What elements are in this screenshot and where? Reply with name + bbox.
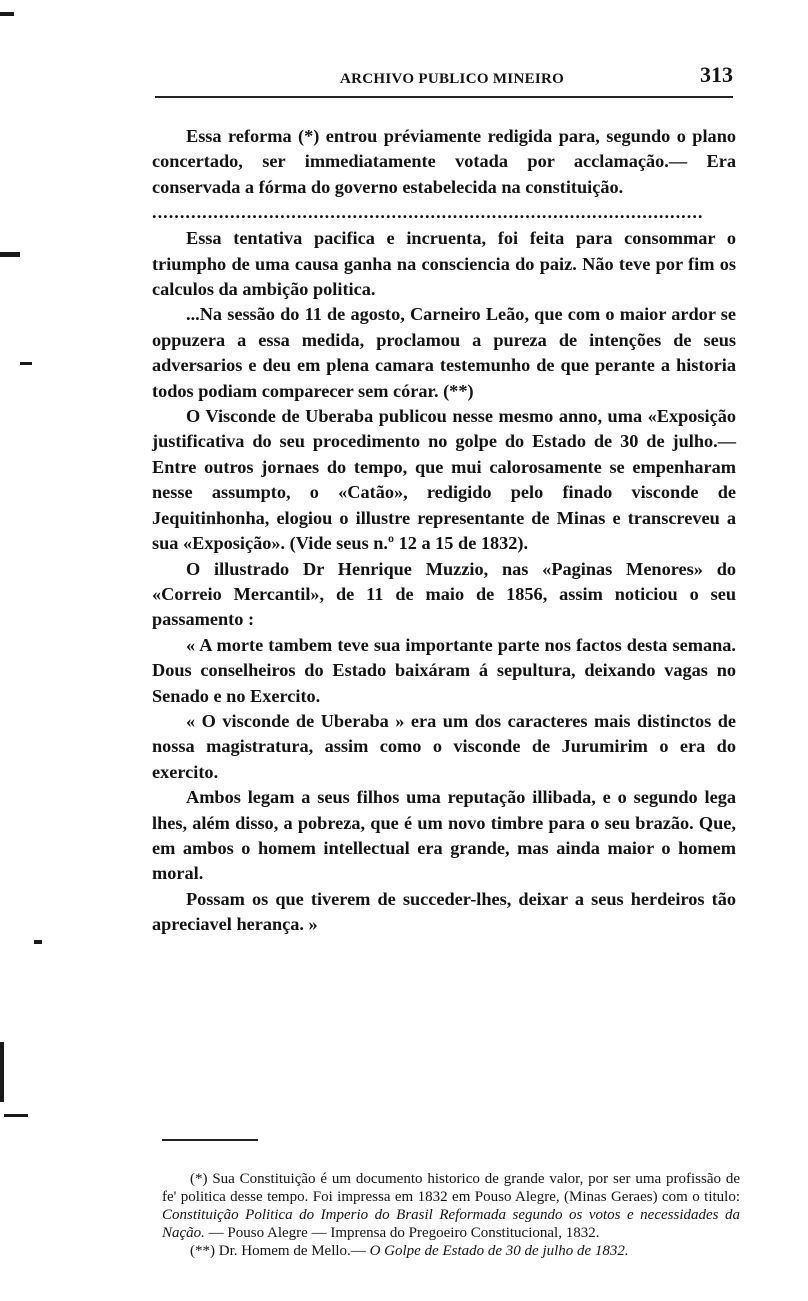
ellipsis-separator: ................................................................................................... <box>152 202 704 223</box>
scan-edge-mark <box>0 252 20 257</box>
footnote-2 <box>162 1242 740 1260</box>
quote-paragraph: Ambos legam a seus filhos uma reputação illibada, e o segundo lega lhes, além disso, a pobreza, que é um novo timbre para o seu brazão. Que, em ambos o homem intellectual era grande, mas ainda maior o homem moral. <box>152 787 736 884</box>
footnote-rule <box>162 1139 258 1141</box>
footnotes <box>162 1170 740 1260</box>
paragraph: Essa tentativa pacifica e incruenta, foi feita para consommar o triumpho de uma causa ganha na consciencia do paiz. Não teve por fim os calculos da ambição politica. <box>152 228 736 300</box>
scan-edge-mark <box>34 940 42 944</box>
quote-paragraph: Possam os que tiverem de succeder-lhes, deixar a seus herdeiros tão apreciavel herança. » <box>152 888 736 935</box>
scan-edge-mark <box>0 12 14 16</box>
scan-edge-mark <box>0 1042 4 1102</box>
footnote-1-text: (*) Sua Constituição é um documento historico de grande valor, por ser uma profissão de fe' politica desse tempo. Foi impressa em 1832 em Pouso Alegre, (Minas Geraes) com o titulo: <box>162 1171 740 1205</box>
page-number: 313 <box>700 62 733 87</box>
paragraph: ...Na sessão do 11 de agosto, Carneiro Leão, que com o maior ardor se oppuzera a essa medida, proclamou a pureza de intenções de seus adversarios e deu em plena camara testemunho de que perante a historia todos podiam comparecer sem córar. (**) <box>152 304 736 401</box>
footnote-1-title: Constituição Politica do Imperio do Brasil Reformada segundo os votos e necessidades da Nação. <box>162 1207 740 1241</box>
footnote-1-imprint: — Pouso Alegre — Imprensa do Pregoeiro Constitucional, 1832. <box>208 1225 600 1241</box>
footnote-2-title: O Golpe de Estado de 30 de julho de 1832. <box>369 1243 629 1259</box>
main-text <box>152 124 736 938</box>
scan-edge-mark <box>20 362 32 365</box>
scan-edge-mark <box>4 1114 28 1117</box>
quote-paragraph: « A morte tambem teve sua importante parte nos factos desta semana. Dous conselheiros do Estado baixáram á sepultura, deixando vagas no Senado e no Exercito. <box>152 634 736 706</box>
paragraph: O illustrado Dr Henrique Muzzio, nas «Paginas Menores» do «Correio Mercantil», de 11 de maio de 1856, assim noticiou o seu passamento : <box>152 558 736 630</box>
footnote-1 <box>162 1170 740 1242</box>
footnote-2-text: (**) Dr. Homem de Mello.— <box>190 1243 366 1259</box>
running-head: ARCHIVO PUBLICO MINEIRO <box>340 71 565 87</box>
paragraph: Essa reforma (*) entrou préviamente redigida para, segundo o plano concertado, ser immediatamente votada por acclamação.— Era conservada a fórma do governo estabelecida na constituição. <box>152 126 736 197</box>
paragraph: O Visconde de Uberaba publicou nesse mesmo anno, uma «Exposição justificativa do seu procedimento no golpe do Estado de 30 de julho.— Entre outros jornaes do tempo, que mui calorosamente se empenharam nesse assumpto, o «Catão», redigido pelo finado visconde de Jequitinhonha, elogiou o illustre representante de Minas e transcreveu a sua «Exposição». (Vide seus n.º 12 a 15 de 1832). <box>152 406 736 554</box>
header-rule <box>155 96 733 98</box>
quote-paragraph: « O visconde de Uberaba » era um dos caracteres mais distinctos de nossa magistratura, assim como o visconde de Jurumirim o era do exercito. <box>152 710 736 782</box>
